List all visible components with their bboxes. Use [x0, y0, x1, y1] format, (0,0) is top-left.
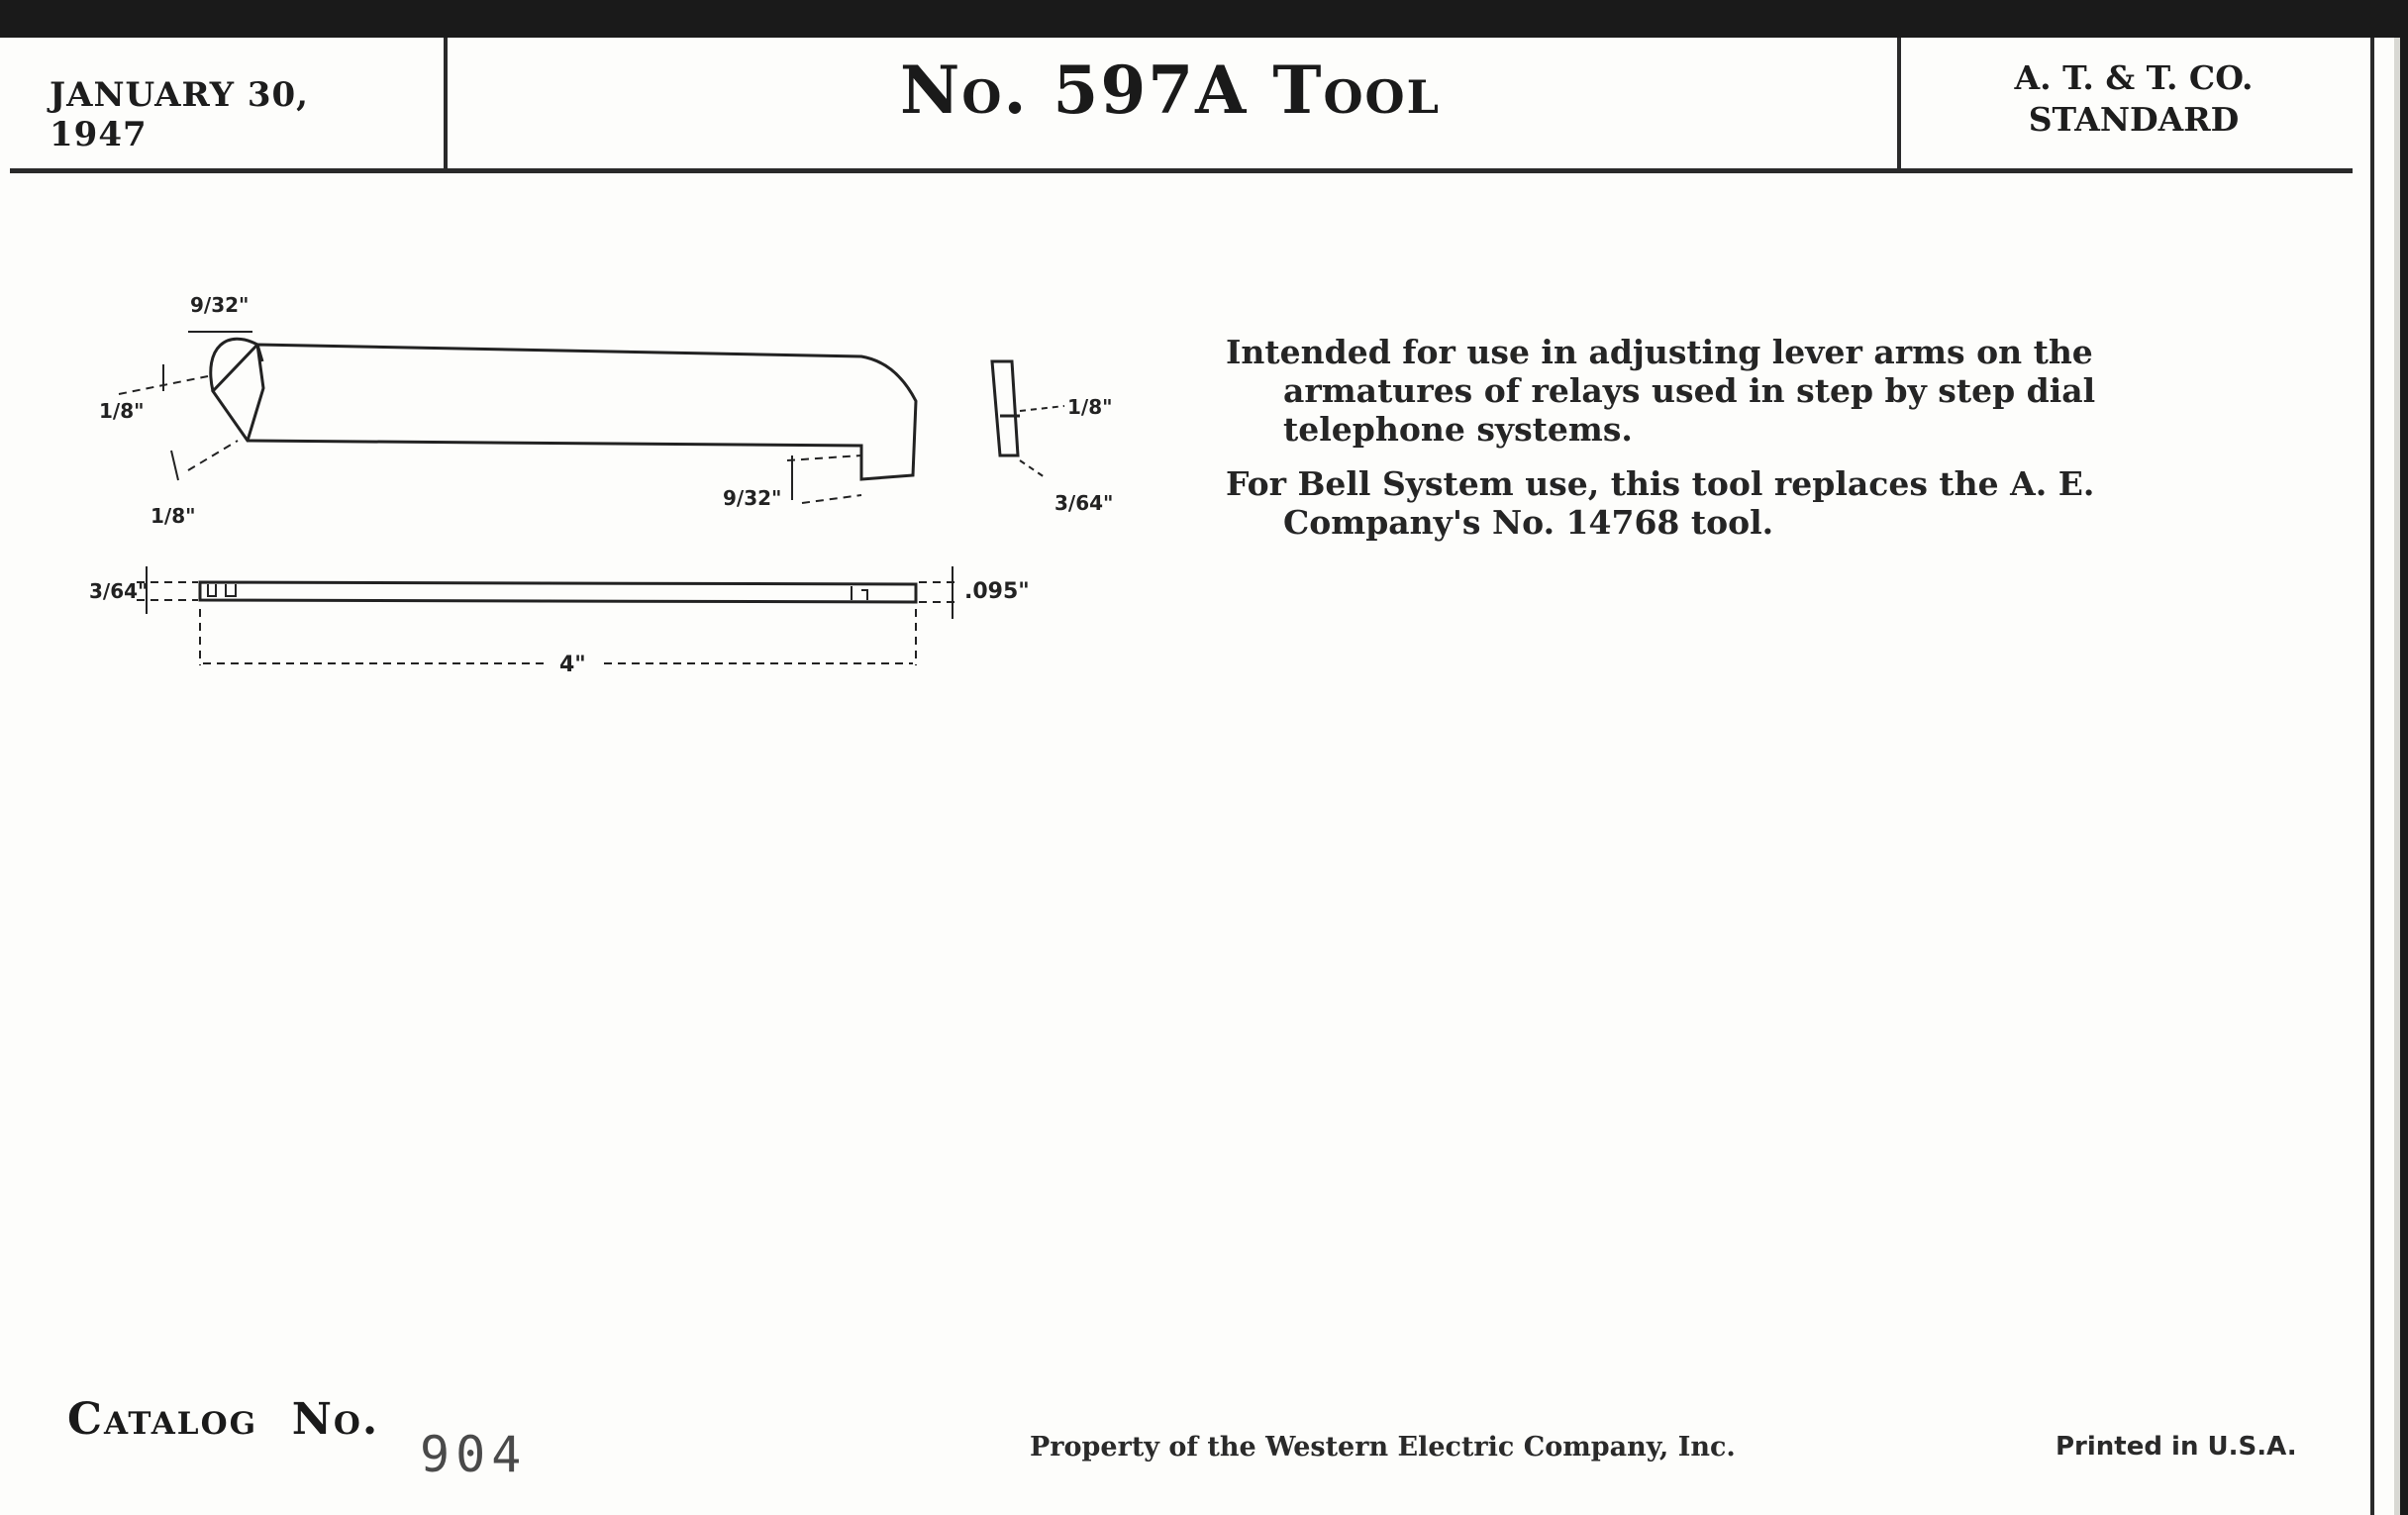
card-edge: [2370, 38, 2374, 1515]
dim-thickness: .095": [964, 579, 1030, 604]
dim-side-top: 1/8": [1067, 395, 1113, 419]
dim-end-width: 9/32": [723, 486, 782, 510]
issue-date: JANUARY 30, 1947: [50, 75, 309, 154]
dim-offset-top: 1/8": [99, 399, 145, 423]
tool-description: [1226, 333, 2256, 557]
tool-outline-edge-view: [200, 582, 916, 602]
side-view-detail: [992, 361, 1020, 455]
dim-tip-width: 9/32": [190, 293, 250, 317]
standard-company: A. T. & T. CO.: [2014, 58, 2254, 97]
dim-edge-thickness: 3/64": [89, 579, 149, 603]
standard-label: [1906, 57, 2361, 141]
catalog-card: [0, 38, 2400, 1515]
description-purpose: Intended for use in adjusting lever arms on the armatures of relays used in step by step dial telephone systems.: [1226, 333, 2096, 449]
catalog-label: Catalog No.: [67, 1394, 380, 1445]
page-title: No. 597A Tool: [900, 51, 1441, 129]
tool-drawing: [89, 267, 1139, 713]
header-rule: [10, 168, 2353, 173]
property-notice: Property of the Western Electric Company, Inc.: [1030, 1432, 1736, 1463]
dim-length: 4": [559, 653, 586, 677]
catalog-number: 904: [420, 1426, 528, 1483]
dim-offset-bottom: 1/8": [150, 504, 196, 528]
description-replacement: For Bell System use, this tool replaces the A. E. Company's No. 14768 tool.: [1226, 464, 2095, 542]
standard-word: STANDARD: [2028, 100, 2240, 139]
tool-outline-top-view: [213, 345, 916, 479]
dim-side-bottom: 3/64": [1054, 491, 1114, 515]
printed-notice: Printed in U.S.A.: [2056, 1432, 2297, 1462]
header-divider-right: [1897, 38, 1901, 170]
